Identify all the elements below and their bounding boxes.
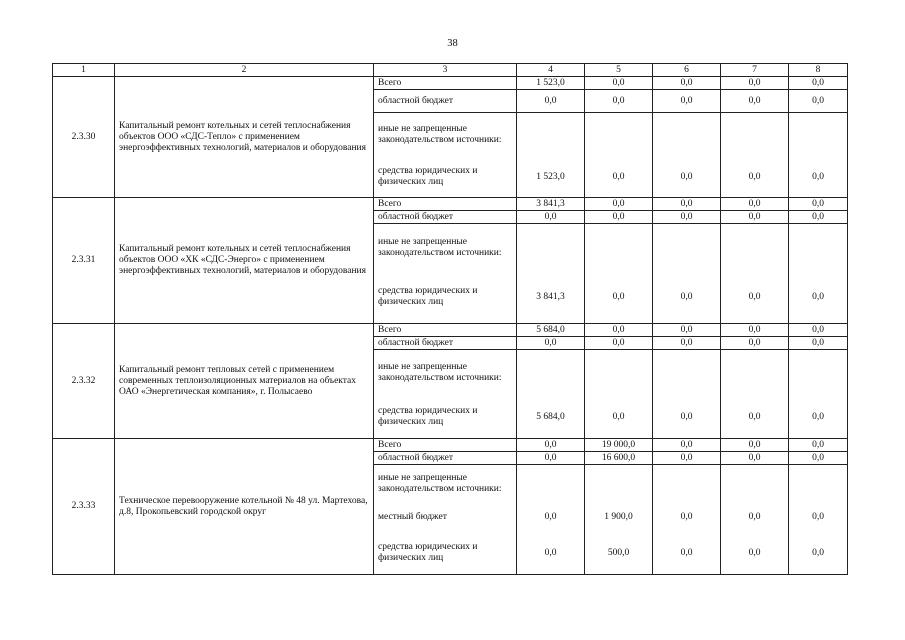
value-cell: 500,0 (585, 533, 653, 575)
source-label: иные не запрещенные законодательством источники: (374, 113, 517, 158)
value-cell: 3 841,3 (517, 272, 585, 324)
budget-table (52, 63, 848, 575)
value-cell: 1 900,0 (585, 503, 653, 533)
value-cell: 0,0 (789, 337, 848, 350)
value-cell: 0,0 (653, 533, 721, 575)
value-cell: 1 523,0 (517, 77, 585, 90)
column-header: 6 (653, 64, 721, 77)
value-cell: 0,0 (789, 272, 848, 324)
source-label: местный бюджет (374, 503, 517, 533)
column-header: 3 (374, 64, 517, 77)
source-label: Всего (374, 439, 517, 452)
project-code: 2.3.31 (53, 198, 115, 324)
value-cell: 0,0 (789, 211, 848, 224)
value-cell: 0,0 (789, 533, 848, 575)
value-cell: 0,0 (653, 324, 721, 337)
value-cell: 0,0 (721, 211, 789, 224)
value-cell: 0,0 (653, 452, 721, 465)
column-header: 4 (517, 64, 585, 77)
source-label: иные не запрещенные законодательством источники: (374, 465, 517, 503)
value-cell: 5 684,0 (517, 397, 585, 439)
value-cell: 0,0 (789, 90, 848, 113)
column-header: 1 (53, 64, 115, 77)
value-cell: 0,0 (721, 439, 789, 452)
value-cell: 0,0 (585, 77, 653, 90)
value-cell: 0,0 (721, 77, 789, 90)
value-cell: 1 523,0 (517, 158, 585, 198)
project-name: Техническое перевооружение котельной № 48 ул. Мартехова, д.8, Прокопьевский городской округ (115, 439, 374, 575)
value-cell: 0,0 (585, 158, 653, 198)
table-row (53, 324, 848, 337)
value-cell: 0,0 (585, 90, 653, 113)
value-cell: 0,0 (721, 397, 789, 439)
value-cell: 0,0 (789, 397, 848, 439)
value-cell: 0,0 (517, 337, 585, 350)
value-cell: 0,0 (585, 397, 653, 439)
value-cell: 0,0 (653, 198, 721, 211)
source-label: средства юридических и физических лиц (374, 272, 517, 324)
table-row (53, 77, 848, 90)
value-cell: 0,0 (721, 158, 789, 198)
value-cell: 19 000,0 (585, 439, 653, 452)
project-code: 2.3.33 (53, 439, 115, 575)
value-cell: 0,0 (721, 337, 789, 350)
value-cell: 0,0 (653, 272, 721, 324)
value-cell: 0,0 (789, 439, 848, 452)
value-cell: 0,0 (721, 272, 789, 324)
source-label: областной бюджет (374, 90, 517, 113)
value-cell: 0,0 (585, 272, 653, 324)
value-cell: 0,0 (721, 90, 789, 113)
value-cell: 0,0 (517, 452, 585, 465)
value-cell: 0,0 (517, 503, 585, 533)
source-label: Всего (374, 198, 517, 211)
project-code: 2.3.32 (53, 324, 115, 439)
source-label: областной бюджет (374, 211, 517, 224)
source-label: Всего (374, 324, 517, 337)
value-cell: 0,0 (585, 198, 653, 211)
value-cell: 5 684,0 (517, 324, 585, 337)
table-row (53, 198, 848, 211)
value-cell: 0,0 (585, 337, 653, 350)
source-label: средства юридических и физических лиц (374, 158, 517, 198)
value-cell: 0,0 (789, 77, 848, 90)
value-cell: 0,0 (789, 158, 848, 198)
value-cell: 0,0 (653, 337, 721, 350)
project-name: Капитальный ремонт котельных и сетей теплоснабжения объектов ООО «ХК «СДС-Энерго» с применением энергоэффективных технологий, материалов и оборудования (115, 198, 374, 324)
value-cell: 0,0 (517, 211, 585, 224)
value-cell: 0,0 (721, 452, 789, 465)
column-header: 5 (585, 64, 653, 77)
value-cell: 0,0 (789, 198, 848, 211)
value-cell: 0,0 (653, 211, 721, 224)
table-header-row (53, 64, 848, 77)
value-cell: 0,0 (653, 439, 721, 452)
column-header: 8 (789, 64, 848, 77)
source-label: областной бюджет (374, 452, 517, 465)
page-number: 38 (447, 38, 458, 49)
column-header: 2 (115, 64, 374, 77)
value-cell: 0,0 (517, 533, 585, 575)
value-cell: 16 600,0 (585, 452, 653, 465)
project-name: Капитальный ремонт тепловых сетей с применением современных теплоизоляционных материалов на объектах ОАО «Энергетическая компания», г. Полысаево (115, 324, 374, 439)
project-name: Капитальный ремонт котельных и сетей теплоснабжения объектов ООО «СДС-Тепло» с применением энергоэффективных технологий, материалов и оборудования (115, 77, 374, 198)
column-header: 7 (721, 64, 789, 77)
value-cell: 0,0 (653, 158, 721, 198)
source-label: средства юридических и физических лиц (374, 533, 517, 575)
value-cell: 0,0 (789, 324, 848, 337)
value-cell: 0,0 (721, 198, 789, 211)
project-code: 2.3.30 (53, 77, 115, 198)
value-cell: 0,0 (721, 324, 789, 337)
value-cell: 0,0 (653, 503, 721, 533)
value-cell: 0,0 (789, 452, 848, 465)
value-cell: 0,0 (517, 90, 585, 113)
source-label: иные не запрещенные законодательством источники: (374, 224, 517, 272)
source-label: иные не запрещенные законодательством источники: (374, 350, 517, 397)
value-cell: 0,0 (517, 439, 585, 452)
source-label: областной бюджет (374, 337, 517, 350)
source-label: Всего (374, 77, 517, 90)
source-label: средства юридических и физических лиц (374, 397, 517, 439)
value-cell: 0,0 (585, 324, 653, 337)
table-row (53, 439, 848, 452)
value-cell: 0,0 (653, 397, 721, 439)
value-cell: 0,0 (653, 90, 721, 113)
value-cell: 0,0 (789, 503, 848, 533)
value-cell: 0,0 (653, 77, 721, 90)
value-cell: 3 841,3 (517, 198, 585, 211)
value-cell: 0,0 (721, 533, 789, 575)
value-cell: 0,0 (585, 211, 653, 224)
value-cell: 0,0 (721, 503, 789, 533)
